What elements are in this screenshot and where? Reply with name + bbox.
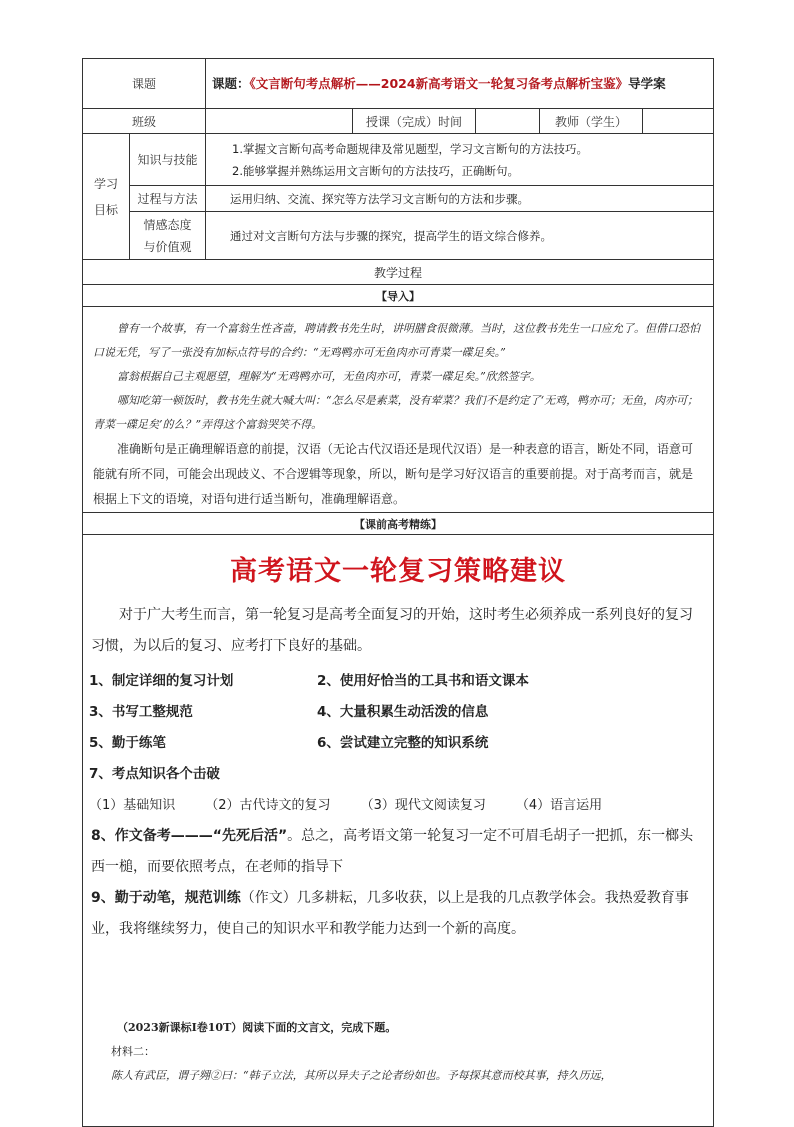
topic-prefix: 课题： [212,75,250,91]
topic-title [206,59,714,109]
class-label: 班级 [83,109,206,134]
process-label: 过程与方法 [130,186,206,212]
knowledge-content [206,134,714,186]
teacher-label: 教师（学生） [540,109,643,134]
material-label: 材料二： [111,1045,155,1058]
intro-conclusion: 准确断句是正确理解语意的前提，汉语（无论古代汉语还是现代汉语）是一种表意的语言，断处不同，语意可能就有所不同，可能会出现歧义、不合逻辑等现象，所以，断句是学习好汉语言的重要前提。对于高考而言，就是根据上下文的语境，对语句进行适当断句，准确理解语意。 [93,442,694,506]
intro-paragraph: 哪知吃第一顿饭时，教书先生就大喊大叫：“怎么尽是素菜，没有荤菜？我们不是约定了‘无鸡，鸭亦可；无鱼，肉亦可；青菜一碟足矣’的么？”弄得这个富翁哭笑不得。 [93,394,699,431]
strategy-item-9 [83,883,713,945]
lesson-plan-page [82,58,713,1127]
objectives-group-label [83,134,130,260]
strategy-item: 1、制定详细的复习计划 [89,673,234,689]
item9-bold: 9、勤于动笔，规范训练 [91,890,241,906]
practice-heading: 【课前高考精练】 [83,513,714,535]
strategy-item: 3、书写工整规范 [89,704,193,720]
item7-sub: （2）古代诗文的复习 [205,798,331,813]
strategy-block [83,549,713,1012]
strategy-row [83,697,713,728]
time-value [476,109,540,134]
objectives-label-line2: 目标 [93,202,118,217]
knowledge-item: 2.能够掌握并熟练运用文言断句的方法技巧，正确断句。 [232,163,519,178]
objectives-label-line1: 学习 [93,176,118,191]
intro-content [83,307,714,513]
teaching-process-heading: 教学过程 [83,260,714,285]
attitude-content: 通过对文言断句方法与步骤的探究，提高学生的语文综合修养。 [206,212,714,260]
item9-rest: （作文）几多耕耘，几多收获，以上是我的几点教学体会。我热爱教育事业，我将继续努力，使自己的知识水平和教学能力达到一个新的高度。 [91,890,689,937]
lesson-plan-table [82,58,714,1127]
attitude-label [130,212,206,260]
strategy-section [83,535,714,1127]
attitude-label-line1: 情感态度 [143,217,192,232]
strategy-item: 5、勤于练笔 [89,735,166,751]
intro-paragraph: 富翁根据自己主观愿望，理解为“无鸡鸭亦可，无鱼肉亦可，青菜一碟足矣。”欣然签字。 [117,370,541,383]
knowledge-item: 1.掌握文言断句高考命题规律及常见题型，学习文言断句的方法技巧。 [232,141,588,156]
strategy-item: 7、考点知识各个击破 [89,766,220,782]
topic-suffix: 导学案 [628,75,666,91]
topic-title-text: 《文言断句考点解析——2024新高考语文一轮复习备考点解析宝鉴》 [249,75,629,91]
item8-bold: 8、作文备考———“先死后活” [91,828,288,844]
attitude-label-line2: 与价值观 [143,239,192,254]
material-text: 陈人有武臣，谓子翙②曰：“韩子立法，其所以异夫子之论者纷如也。予每探其意而校其事，持久历远， [111,1069,612,1082]
strategy-item-8 [83,821,713,883]
topic-label: 课题 [83,59,206,109]
item7-sub: （1）基础知识 [89,798,176,813]
strategy-title: 高考语文一轮复习策略建议 [230,556,567,587]
strategy-item-7 [83,759,713,790]
item7-sub: （3）现代文阅读复习 [360,798,486,813]
intro-heading: 【导入】 [83,285,714,307]
class-value [206,109,353,134]
exercise-prompt: （2023新课标Ⅰ卷10T）阅读下面的文言文，完成下题。 [117,1021,397,1034]
strategy-item: 4、大量积累生动活泼的信息 [317,704,489,720]
knowledge-label: 知识与技能 [130,134,206,186]
time-label: 授课（完成）时间 [353,109,476,134]
teacher-value [643,109,714,134]
strategy-intro: 对于广大考生而言，第一轮复习是高考全面复习的开始，这时考生必须养成一系列良好的复习习惯，为以后的复习、应考打下良好的基础。 [91,607,693,654]
strategy-row [83,666,713,697]
strategy-row [83,728,713,759]
item8-rest: 。总之，高考语文第一轮复习一定不可眉毛胡子一把抓，东一榔头西一槌，而要依照考点，在老师的指导下 [91,828,694,875]
process-content: 运用归纳、交流、探究等方法学习文言断句的方法和步骤。 [206,186,714,212]
item7-subs [83,790,713,821]
item7-sub: （4）语言运用 [515,798,603,813]
intro-paragraph: 曾有一个故事，有一个富翁生性吝啬，聘请教书先生时，讲明膳食很微薄。当时，这位教书先生一口应允了。但借口恐怕口说无凭，写了一张没有加标点符号的合约：“无鸡鸭亦可无鱼肉亦可青菜一碟足矣。” [93,322,700,359]
strategy-item: 6、尝试建立完整的知识系统 [317,735,489,751]
strategy-item: 2、使用好恰当的工具书和语文课本 [317,673,529,689]
exercise-block [83,1012,713,1126]
